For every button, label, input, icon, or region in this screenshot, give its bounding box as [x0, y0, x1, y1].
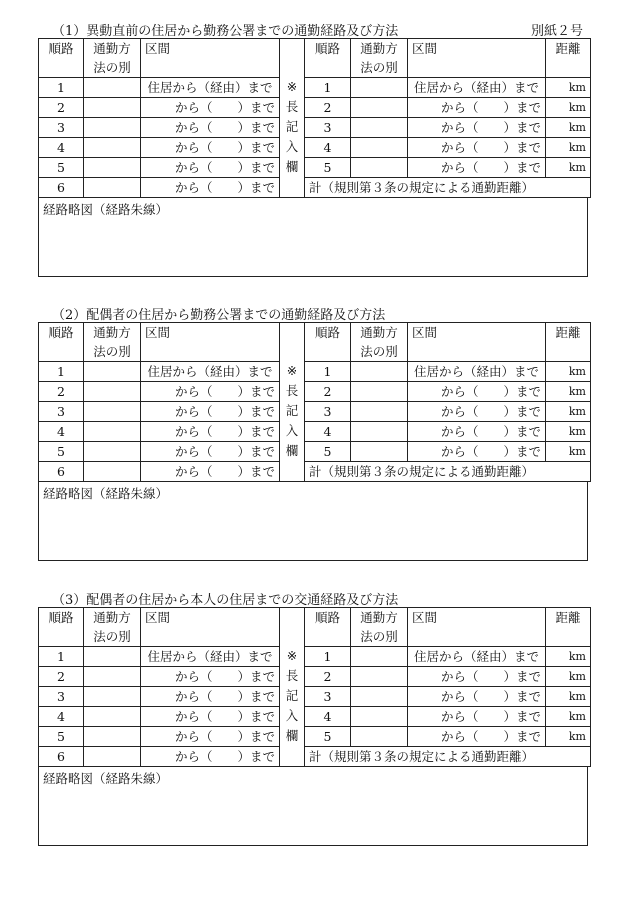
method-cell[interactable]	[351, 707, 408, 727]
table-row	[39, 158, 591, 178]
method-cell[interactable]	[351, 98, 408, 118]
route-cell[interactable]: から（ ）まで	[141, 138, 280, 158]
order-header: 順路	[39, 608, 84, 628]
row-number: 3	[305, 118, 351, 138]
method-cell[interactable]	[351, 442, 408, 462]
route-cell[interactable]: から（ ）まで	[141, 462, 280, 482]
table-row	[39, 647, 591, 667]
distance-cell[interactable]: km	[546, 647, 591, 667]
route-cell[interactable]: から（ ）まで	[141, 402, 280, 422]
route-cell[interactable]: から（ ）まで	[141, 667, 280, 687]
row-number: 1	[305, 647, 351, 667]
method-cell[interactable]	[84, 667, 141, 687]
distance-cell[interactable]: km	[546, 158, 591, 178]
table-row	[39, 362, 591, 382]
method-cell[interactable]	[351, 78, 408, 98]
note-char: 長	[285, 99, 299, 114]
row-number: 2	[305, 667, 351, 687]
distance-cell[interactable]: km	[546, 78, 591, 98]
note-mark: ※	[286, 79, 298, 94]
table-row	[39, 382, 591, 402]
route-cell[interactable]: から（ ）まで	[408, 687, 546, 707]
table-row	[39, 462, 591, 482]
distance-cell[interactable]: km	[546, 442, 591, 462]
method-cell[interactable]	[351, 118, 408, 138]
order-header: 順路	[305, 608, 351, 628]
route-cell: 住居から（経由）まで	[408, 78, 546, 98]
row-number: 5	[305, 727, 351, 747]
row-number: 5	[39, 442, 84, 462]
table-row	[39, 118, 591, 138]
order-header: 順路	[39, 39, 84, 59]
method-header-2: 法の別	[351, 627, 408, 647]
distance-header: 距離	[546, 39, 591, 59]
method-header: 通勤方	[351, 39, 408, 59]
method-header: 通勤方	[84, 323, 141, 343]
distance-cell[interactable]: km	[546, 422, 591, 442]
note-mark: ※	[286, 363, 298, 378]
method-cell[interactable]	[84, 158, 141, 178]
table-row	[39, 402, 591, 422]
method-cell[interactable]	[351, 382, 408, 402]
form-number: 別紙２号	[530, 24, 583, 39]
route-cell: 住居から（経由）まで	[408, 362, 546, 382]
method-cell[interactable]	[84, 78, 141, 98]
row-number: 1	[39, 362, 84, 382]
distance-cell[interactable]: km	[546, 118, 591, 138]
row-number: 4	[305, 422, 351, 442]
route-cell: 住居から（経由）まで	[408, 647, 546, 667]
note-char: 記	[285, 688, 299, 703]
method-cell[interactable]	[351, 158, 408, 178]
route-cell[interactable]: から（ ）まで	[141, 747, 280, 767]
table-row	[39, 707, 591, 727]
method-cell[interactable]	[84, 178, 141, 198]
distance-header: 距離	[546, 608, 591, 628]
method-header-2: 法の別	[84, 627, 141, 647]
section-header: 区間	[408, 323, 546, 343]
route-cell[interactable]: から（ ）まで	[408, 98, 546, 118]
distance-cell[interactable]: km	[546, 98, 591, 118]
table-row	[39, 667, 591, 687]
section-header: 区間	[141, 323, 280, 343]
method-header-2: 法の別	[84, 58, 141, 78]
row-number: 5	[305, 158, 351, 178]
table-row	[39, 178, 591, 198]
section-2-form	[38, 322, 590, 561]
method-cell[interactable]	[84, 138, 141, 158]
table-row	[39, 422, 591, 442]
route-cell[interactable]: から（ ）まで	[408, 138, 546, 158]
method-cell[interactable]	[351, 727, 408, 747]
order-header: 順路	[305, 39, 351, 59]
note-char: 入	[285, 423, 299, 438]
row-number: 4	[39, 422, 84, 442]
route-table	[38, 322, 591, 482]
route-cell[interactable]: から（ ）まで	[141, 422, 280, 442]
row-number: 4	[305, 707, 351, 727]
section-header: 区間	[141, 39, 280, 59]
row-number: 3	[305, 687, 351, 707]
row-number: 5	[305, 442, 351, 462]
method-header-2: 法の別	[351, 342, 408, 362]
row-number: 6	[39, 747, 84, 767]
method-cell[interactable]	[84, 362, 141, 382]
row-number: 4	[305, 138, 351, 158]
distance-cell[interactable]: km	[546, 362, 591, 382]
route-map-area[interactable]	[38, 767, 588, 846]
method-cell[interactable]	[84, 647, 141, 667]
route-cell[interactable]: から（ ）まで	[141, 158, 280, 178]
section-header: 区間	[408, 608, 546, 628]
method-cell[interactable]	[84, 382, 141, 402]
distance-cell[interactable]: km	[546, 667, 591, 687]
route-cell[interactable]: から（ ）まで	[141, 687, 280, 707]
method-cell[interactable]	[84, 462, 141, 482]
route-cell[interactable]: から（ ）まで	[141, 382, 280, 402]
route-map-label: 経路略図（経路朱線）	[43, 202, 169, 217]
route-map-area[interactable]	[38, 482, 588, 561]
route-map-label: 経路略図（経路朱線）	[43, 771, 169, 786]
route-table	[38, 607, 591, 767]
method-header-2: 法の別	[84, 342, 141, 362]
method-cell[interactable]	[84, 687, 141, 707]
note-column	[280, 39, 305, 198]
section-2-title: （2）配偶者の住居から勤務公署までの通勤経路及び方法	[52, 308, 386, 323]
route-table	[38, 38, 591, 198]
order-header: 順路	[305, 323, 351, 343]
route-cell[interactable]: から（ ）まで	[408, 727, 546, 747]
route-map-label: 経路略図（経路朱線）	[43, 486, 169, 501]
row-number: 2	[39, 667, 84, 687]
note-char: 入	[285, 139, 299, 154]
total-distance-label: 計（規則第３条の規定による通勤距離）	[305, 178, 591, 198]
method-cell[interactable]	[84, 98, 141, 118]
row-number: 2	[305, 98, 351, 118]
row-number: 4	[39, 707, 84, 727]
method-cell[interactable]	[351, 687, 408, 707]
route-cell[interactable]: から（ ）まで	[408, 422, 546, 442]
route-cell[interactable]: から（ ）まで	[408, 158, 546, 178]
route-map-area[interactable]	[38, 198, 588, 277]
section-1-form	[38, 38, 590, 277]
route-cell[interactable]: から（ ）まで	[141, 118, 280, 138]
method-cell[interactable]	[84, 747, 141, 767]
distance-header: 距離	[546, 323, 591, 343]
method-header: 通勤方	[84, 608, 141, 628]
method-header: 通勤方	[351, 323, 408, 343]
method-cell[interactable]	[351, 362, 408, 382]
method-cell[interactable]	[84, 422, 141, 442]
route-cell[interactable]: から（ ）まで	[408, 118, 546, 138]
distance-cell[interactable]: km	[546, 727, 591, 747]
distance-cell[interactable]: km	[546, 687, 591, 707]
method-cell[interactable]	[84, 707, 141, 727]
row-number: 2	[305, 382, 351, 402]
row-number: 3	[39, 402, 84, 422]
note-char: 欄	[285, 159, 299, 174]
route-cell[interactable]: から（ ）まで	[408, 402, 546, 422]
table-row	[39, 138, 591, 158]
row-number: 1	[305, 78, 351, 98]
route-cell[interactable]: から（ ）まで	[141, 442, 280, 462]
note-char: 欄	[285, 728, 299, 743]
row-number: 1	[305, 362, 351, 382]
method-cell[interactable]	[351, 138, 408, 158]
section-header: 区間	[408, 39, 546, 59]
distance-cell[interactable]: km	[546, 707, 591, 727]
note-char: 記	[285, 119, 299, 134]
row-number: 2	[39, 98, 84, 118]
method-header: 通勤方	[351, 608, 408, 628]
distance-cell[interactable]: km	[546, 402, 591, 422]
distance-cell[interactable]: km	[546, 382, 591, 402]
row-number: 3	[39, 118, 84, 138]
method-header-2: 法の別	[351, 58, 408, 78]
table-row	[39, 747, 591, 767]
table-row	[39, 78, 591, 98]
row-number: 2	[39, 382, 84, 402]
total-distance-label: 計（規則第３条の規定による通勤距離）	[305, 747, 591, 767]
section-header: 区間	[141, 608, 280, 628]
route-cell[interactable]: から（ ）まで	[408, 667, 546, 687]
route-cell: 住居から（経由）まで	[141, 78, 280, 98]
method-cell[interactable]	[84, 118, 141, 138]
note-char: 入	[285, 708, 299, 723]
section-3-form	[38, 607, 590, 846]
route-cell[interactable]: から（ ）まで	[141, 707, 280, 727]
row-number: 1	[39, 647, 84, 667]
row-number: 4	[39, 138, 84, 158]
row-number: 5	[39, 158, 84, 178]
order-header: 順路	[39, 323, 84, 343]
method-header: 通勤方	[84, 39, 141, 59]
row-number: 6	[39, 178, 84, 198]
method-cell[interactable]	[84, 442, 141, 462]
route-cell[interactable]: から（ ）まで	[408, 442, 546, 462]
route-cell: 住居から（経由）まで	[141, 647, 280, 667]
table-row	[39, 727, 591, 747]
table-row	[39, 687, 591, 707]
method-cell[interactable]	[351, 422, 408, 442]
method-cell[interactable]	[351, 402, 408, 422]
note-column	[280, 323, 305, 482]
row-number: 3	[39, 687, 84, 707]
route-cell[interactable]: から（ ）まで	[141, 727, 280, 747]
distance-cell[interactable]: km	[546, 138, 591, 158]
route-cell[interactable]: から（ ）まで	[141, 98, 280, 118]
note-char: 長	[285, 383, 299, 398]
route-cell[interactable]: から（ ）まで	[141, 178, 280, 198]
note-mark: ※	[286, 648, 298, 663]
route-cell: 住居から（経由）まで	[141, 362, 280, 382]
note-column	[280, 608, 305, 767]
note-char: 欄	[285, 443, 299, 458]
route-cell[interactable]: から（ ）まで	[408, 707, 546, 727]
table-row	[39, 98, 591, 118]
row-number: 1	[39, 78, 84, 98]
row-number: 3	[305, 402, 351, 422]
section-3-title: （3）配偶者の住居から本人の住居までの交通経路及び方法	[52, 593, 399, 608]
method-cell[interactable]	[351, 667, 408, 687]
note-char: 長	[285, 668, 299, 683]
note-char: 記	[285, 403, 299, 418]
method-cell[interactable]	[84, 727, 141, 747]
method-cell[interactable]	[351, 647, 408, 667]
total-distance-label: 計（規則第３条の規定による通勤距離）	[305, 462, 591, 482]
table-row	[39, 442, 591, 462]
route-cell[interactable]: から（ ）まで	[408, 382, 546, 402]
section-1-title: （1）異動直前の住居から勤務公署までの通勤経路及び方法	[52, 24, 399, 39]
row-number: 5	[39, 727, 84, 747]
row-number: 6	[39, 462, 84, 482]
method-cell[interactable]	[84, 402, 141, 422]
